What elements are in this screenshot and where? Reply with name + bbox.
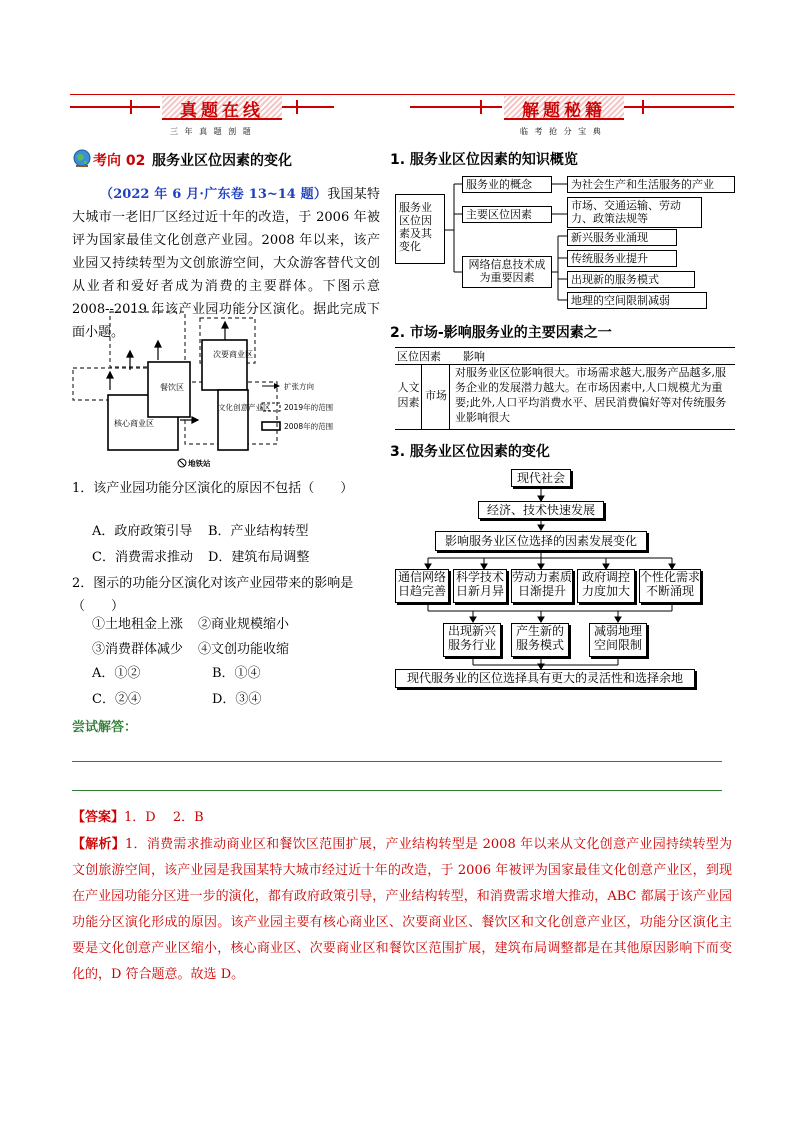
table-header (395, 348, 735, 365)
q2-item-3: ③消费群体减少 (92, 642, 184, 657)
q2-option-c: C．②④ (92, 692, 141, 707)
legend-2019: 2019年的范围 (284, 403, 334, 412)
flow-effect-2: 产生新的服务模式 (511, 623, 569, 657)
analysis-label: 【解析】 (72, 837, 126, 852)
flow-modern-society: 现代社会 (511, 469, 571, 487)
q2-option-a: A．①② (92, 666, 141, 681)
s2-title: 2. 市场-影响服务业的主要因素之一 (390, 325, 612, 341)
flow-econ-tech: 经济、技术快速发展 (478, 501, 604, 519)
kaoxiang-prefix: 考向 02 (93, 153, 146, 169)
kaoxiang-title: 服务业区位因素的变化 (152, 153, 292, 169)
main-factors-node: 主要区位因素 (462, 206, 552, 223)
zone-creative: 文化创意产业区 (218, 403, 271, 412)
change-flowchart (393, 465, 738, 695)
left-banner-subtitle: 三 年 真 题 剖 题 (170, 127, 253, 136)
header-rule (70, 94, 735, 95)
flow-effect-1: 出现新兴服务行业 (443, 623, 501, 657)
q2-option-d: D．③④ (212, 692, 262, 707)
q1-option-d: D．建筑布局调整 (208, 550, 310, 565)
concept-def-node: 为社会生产和生活服务的产业 (567, 176, 735, 193)
q2-option-b: B．①④ (212, 666, 261, 681)
q2-item-2: ②商业规模缩小 (198, 617, 290, 632)
root-node: 服务业区位因素及其变化 (395, 194, 445, 264)
flow-cause-5: 个性化需求不断涌现 (639, 569, 701, 603)
s1-title: 1. 服务业区位因素的知识概览 (390, 152, 578, 168)
left-banner-title: 真题在线 (162, 96, 282, 120)
legend-arrow: 扩张方向 (284, 382, 314, 391)
network-node: 网络信息技术成为重要因素 (462, 256, 552, 288)
q2-item-4: ④文创功能收缩 (198, 642, 290, 657)
flow-cause-2: 科学技术日新月异 (453, 569, 507, 603)
park-zoning-map (70, 310, 380, 470)
network-item-1: 新兴服务业涌现 (567, 229, 677, 246)
network-item-4: 地理的空间限制减弱 (567, 292, 707, 309)
zone-secondary: 次要商业区 (213, 350, 253, 359)
table-desc: 对服务业区位影响很大。市场需求越大,服务产品越多,服务企业的发展潜力越大。在市场因素中,人口规模尤为重要;此外,人口平均消费水平、居民消费偏好等对传统服务业影响很大 (455, 366, 727, 424)
flow-effect-3: 减弱地理空间限制 (589, 623, 647, 657)
zone-catering: 餐饮区 (160, 383, 184, 392)
answer-block (72, 805, 204, 831)
answer-value: 1．D 2．B (124, 810, 204, 825)
network-item-2: 传统服务业提升 (567, 250, 677, 267)
zone-core: 核心商业区 (114, 419, 154, 428)
q1-option-b: B．产业结构转型 (208, 524, 309, 539)
table-factor: 市场 (425, 389, 447, 402)
flow-factor-change: 影响服务业区位选择的因素发展变化 (435, 531, 647, 551)
table-header-effect: 影响 (463, 350, 485, 363)
flow-cause-3: 劳动力素质日渐提升 (511, 569, 573, 603)
analysis-text: 1．消费需求推动商业区和餐饮区范围扩展，产业结构转型是 2008 年以来从文化创意产业园持续转型为文创旅游空间，该产业园是我国某特大城市经过近十年的改造，于 2006 年被评为国家最佳文化创意产业区，到现在产业园功能分区进一步的演化，都有政府政策引导，产业结构转型，和消费需求增大推动，ABC 都属于该产业园功能分区演化形成的原因。该产业园主要有核心商业区、次要商业区、餐饮区和文化创意产业区，功能分区演化主要是文化创意产业区缩小，核心商业区、次要商业区和餐饮区范围扩展，建筑布局调整都是在其他原因影响下而变化的，D 符合题意。故选 D。 (72, 837, 732, 982)
globe-icon (72, 148, 92, 168)
q2-text: 2．图示的功能分区演化对该产业园带来的影响是（ ） (72, 576, 354, 614)
concept-node: 服务业的概念 (462, 176, 552, 193)
try-label: 尝试解答： (72, 720, 138, 735)
right-banner-subtitle: 临 考 抢 分 宝 典 (520, 127, 603, 136)
answer-label: 【答案】 (72, 810, 125, 825)
concept-diagram (392, 172, 737, 312)
left-banner (70, 96, 335, 121)
answer-line-2[interactable] (72, 790, 722, 791)
question-stem-text: 我国某特大城市一老旧厂区经过近十年的改造，于 2006 年被评为国家最佳文化创意产业园。2008 年以来，该产业园又持续转型为文创旅游空间，大众游客替代文创从业者和爱好者成为消费的主要群体。下图示意 2008--2019 年该产业园功能分区演化。据此完成下面小题。 (72, 187, 380, 340)
main-factors-desc: 市场、交通运输、劳动力、政策法规等 (567, 197, 702, 228)
metro-label: 地铁站 (188, 459, 211, 468)
flow-cause-1: 通信网络日趋完善 (395, 569, 449, 603)
table-header-factor: 区位因素 (397, 350, 441, 363)
q2-item-1: ①土地租金上涨 (92, 617, 184, 632)
right-banner-title: 解题秘籍 (504, 96, 624, 120)
flow-cause-4: 政府调控力度加大 (577, 569, 635, 603)
question-source: （2022 年 6 月·广东卷 13~14 题） (100, 187, 328, 202)
legend-2008: 2008年的范围 (284, 422, 334, 431)
right-banner (410, 96, 735, 121)
q1-text: 1．该产业园功能分区演化的原因不包括（ ） (72, 481, 354, 496)
analysis-block (72, 832, 732, 988)
s3-title: 3. 服务业区位因素的变化 (390, 444, 550, 460)
q1-option-a: A．政府政策引导 (92, 524, 193, 539)
q1-option-c: C．消费需求推动 (92, 550, 193, 565)
table-cat: 人文因素 (397, 381, 420, 409)
answer-line-1[interactable] (72, 761, 722, 762)
market-table (395, 347, 735, 430)
network-item-3: 出现新的服务模式 (567, 271, 695, 288)
flow-final: 现代服务业的区位选择具有更大的灵活性和选择余地 (395, 669, 695, 688)
